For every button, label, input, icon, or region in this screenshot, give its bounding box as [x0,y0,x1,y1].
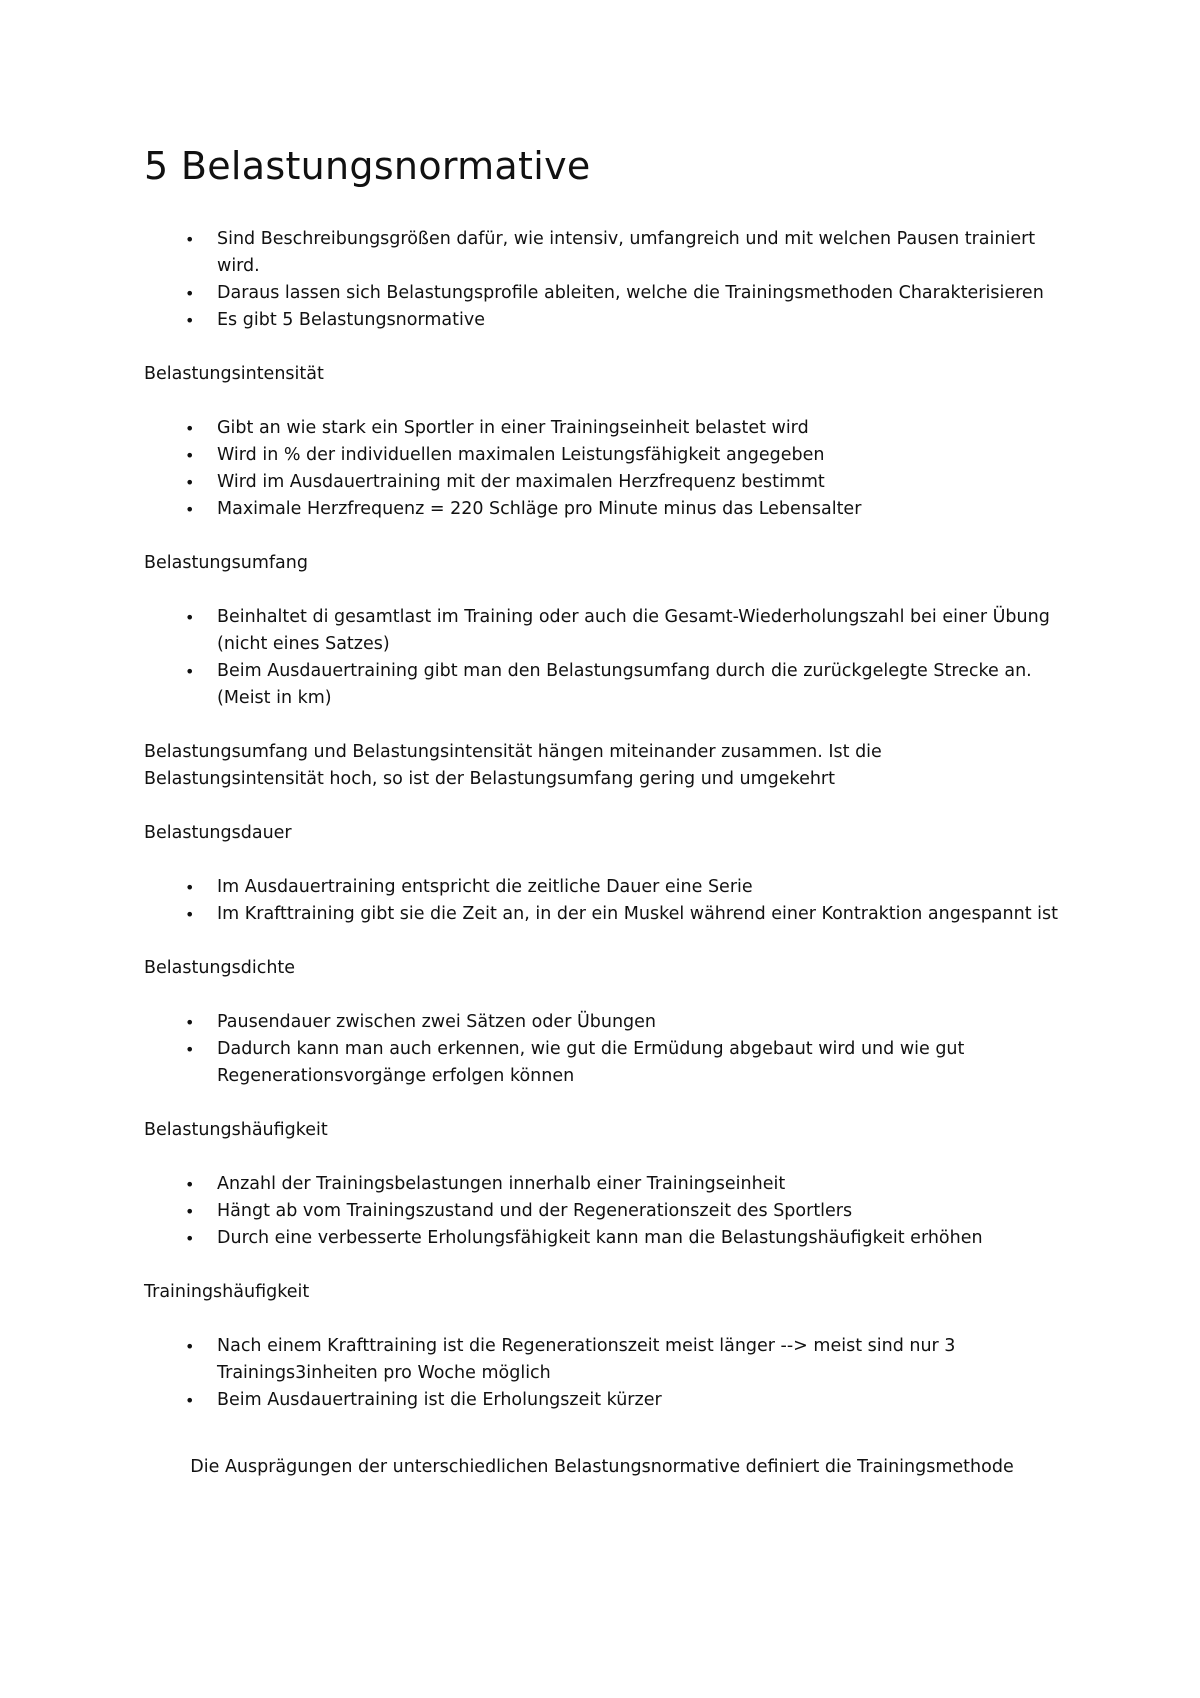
bullet-icon: • [185,1013,195,1032]
bullet-icon: • [185,311,195,330]
bullet-icon: • [185,878,195,897]
list-item: • Beim Ausdauertraining gibt man den Belastungsumfang durch die zurückgelegte Strecke an. (Meist in km) [144,658,1060,712]
list-item: • Sind Beschreibungsgrößen dafür, wie intensiv, umfangreich und mit welchen Pausen trainiert wird. [144,226,1060,280]
bullet-icon: • [185,230,195,249]
list-item: • Gibt an wie stark ein Sportler in einer Trainingseinheit belastet wird [144,415,1060,442]
section-list-belastungshaeufigkeit [144,1171,1060,1252]
list-item: • Beim Ausdauertraining ist die Erholungszeit kürzer [144,1387,1060,1414]
bullet-icon: • [185,1040,195,1059]
section-list-umfang [144,604,1060,712]
section-heading-dichte: Belastungsdichte [144,958,296,978]
bullet-icon: • [185,473,195,492]
section-heading-trainingshaeufigkeit: Trainingshäufigkeit [144,1282,310,1302]
list-item: • Daraus lassen sich Belastungsprofile ableiten, welche die Trainingsmethoden Charakterisieren [144,280,1060,307]
list-item: • Hängt ab vom Trainingszustand und der Regenerationszeit des Sportlers [144,1198,1060,1225]
list-item: • Wird in % der individuellen maximalen Leistungsfähigkeit angegeben [144,442,1060,469]
bullet-icon: • [185,662,195,681]
section-list-dichte [144,1009,1060,1090]
bullet-icon: • [185,1202,195,1221]
bullet-icon: • [185,1229,195,1248]
list-item: • Beinhaltet di gesamtlast im Training oder auch die Gesamt-Wiederholungszahl bei einer Übung (nicht eines Satzes) [144,604,1060,658]
section-heading-belastungshaeufigkeit: Belastungshäufigkeit [144,1120,328,1140]
list-item: • Pausendauer zwischen zwei Sätzen oder Übungen [144,1009,1060,1036]
section-list-trainingshaeufigkeit [144,1333,1060,1414]
section-list-dauer [144,874,1060,928]
section-list-intensitaet [144,415,1060,523]
bullet-icon: • [185,1391,195,1410]
list-item: • Nach einem Krafttraining ist die Regenerationszeit meist länger --> meist sind nur 3 Trainings3inheiten pro Woche möglich [144,1333,1060,1387]
section-heading-umfang: Belastungsumfang [144,553,308,573]
bullet-icon: • [185,446,195,465]
bullet-icon: • [185,1337,195,1356]
bullet-icon: • [185,419,195,438]
page-title: 5 Belastungsnormative [144,144,591,188]
list-item: • Maximale Herzfrequenz = 220 Schläge pro Minute minus das Lebensalter [144,496,1060,523]
section-heading-dauer: Belastungsdauer [144,823,292,843]
closing-statement: Die Ausprägungen der unterschiedlichen Belastungsnormative definiert die Trainingsmethode [190,1457,1014,1477]
list-item: • Im Krafttraining gibt sie die Zeit an, in der ein Muskel während einer Kontraktion angespannt ist [144,901,1060,928]
list-item: • Es gibt 5 Belastungsnormative [144,307,1060,334]
section-heading-intensitaet: Belastungsintensität [144,364,324,384]
bullet-icon: • [185,1175,195,1194]
body-paragraph: Belastungsumfang und Belastungsintensität hängen miteinander zusammen. Ist die Belastungsintensität hoch, so ist der Belastungsumfang gering und umgekehrt [144,742,882,789]
list-item: • Anzahl der Trainingsbelastungen innerhalb einer Trainingseinheit [144,1171,1060,1198]
bullet-icon: • [185,905,195,924]
document-body [144,226,1060,1481]
bullet-icon: • [185,500,195,519]
intro-list [144,226,1060,334]
list-item: • Wird im Ausdauertraining mit der maximalen Herzfrequenz bestimmt [144,469,1060,496]
bullet-icon: • [185,284,195,303]
list-item: • Dadurch kann man auch erkennen, wie gut die Ermüdung abgebaut wird und wie gut Regenerationsvorgänge erfolgen können [144,1036,1060,1090]
bullet-icon: • [185,608,195,627]
list-item: • Im Ausdauertraining entspricht die zeitliche Dauer eine Serie [144,874,1060,901]
list-item: • Durch eine verbesserte Erholungsfähigkeit kann man die Belastungshäufigkeit erhöhen [144,1225,1060,1252]
